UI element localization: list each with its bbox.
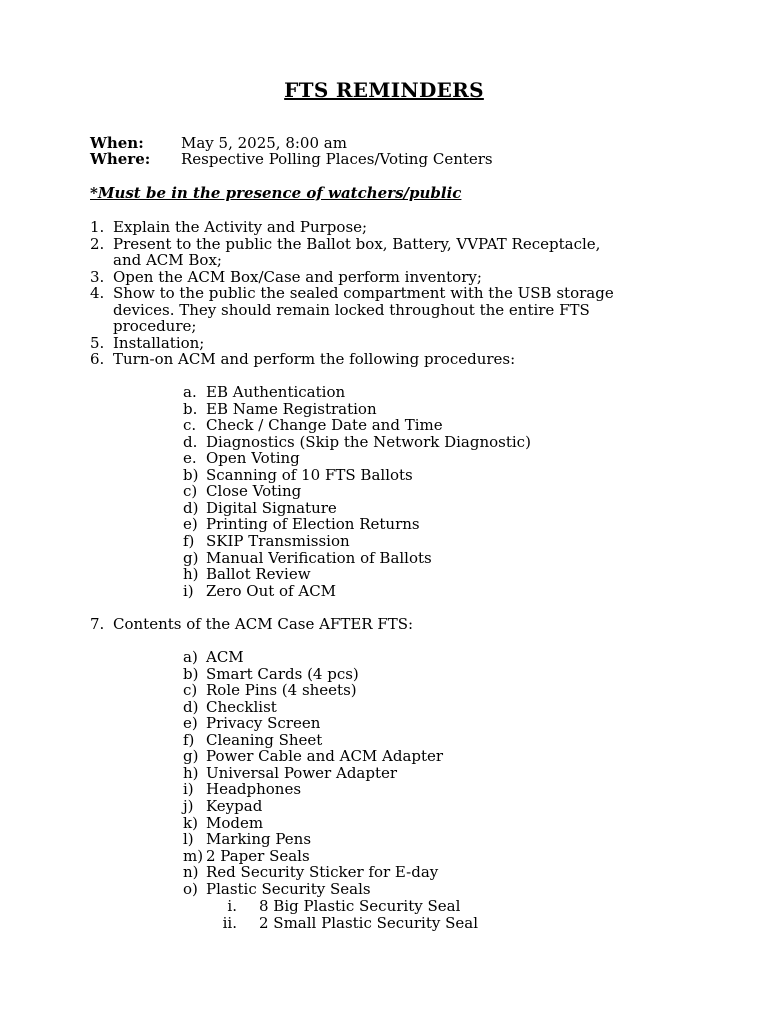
- list-text: Smart Cards (4 pcs): [206, 664, 359, 683]
- list-text: Power Cable and ACM Adapter: [206, 747, 444, 766]
- list-text: Plastic Security Seals: [206, 879, 371, 898]
- list-marker: c): [183, 482, 198, 501]
- list-text: and ACM Box;: [113, 251, 222, 270]
- list-text: Digital Signature: [206, 498, 337, 517]
- list-text: Manual Verification of Ballots: [206, 548, 432, 567]
- list-marker: d.: [183, 432, 198, 451]
- list-marker: d): [183, 498, 199, 517]
- list-marker: b): [183, 664, 199, 683]
- list-text: Installation;: [113, 333, 205, 352]
- list-text: Ballot Review: [206, 565, 311, 584]
- list-marker: 2.: [90, 234, 105, 253]
- list-text: Check / Change Date and Time: [206, 416, 443, 435]
- list-marker: d): [183, 697, 199, 716]
- list-marker: l): [183, 830, 194, 849]
- list-text: Headphones: [206, 780, 302, 799]
- list-marker: g): [183, 747, 199, 766]
- list-text: 2 Paper Seals: [206, 846, 310, 865]
- list-text: SKIP Transmission: [206, 531, 350, 550]
- list-marker: i): [183, 581, 194, 600]
- list-text: EB Authentication: [206, 383, 346, 401]
- list-text: Explain the Activity and Purpose;: [113, 218, 368, 236]
- list-marker: h): [183, 565, 199, 584]
- list-text: Privacy Screen: [206, 714, 321, 733]
- list-text: Red Security Sticker for E-day: [206, 863, 439, 882]
- list-text: devices. They should remain locked throughout the entire FTS: [113, 300, 590, 319]
- list-text: 8 Big Plastic Security Seal: [259, 897, 461, 915]
- list-marker: i.: [227, 897, 237, 915]
- list-text: Close Voting: [206, 482, 302, 501]
- where-value: Respective Polling Places/Voting Centers: [181, 150, 493, 168]
- list-text: Zero Out of ACM: [206, 581, 337, 600]
- list-text: Show to the public the sealed compartment with the USB storage: [113, 284, 614, 303]
- list-text: Keypad: [206, 796, 263, 815]
- when-value: May 5, 2025, 8:00 am: [181, 134, 347, 152]
- list-text: Present to the public the Ballot box, Battery, VVPAT Receptacle,: [113, 234, 601, 253]
- list-text: 2 Small Plastic Security Seal: [259, 913, 478, 932]
- list-marker: n): [183, 863, 199, 882]
- list-marker: o): [183, 879, 198, 898]
- list-marker: i): [183, 780, 194, 799]
- list-marker: c.: [183, 416, 197, 435]
- list-marker: 3.: [90, 267, 105, 286]
- list-marker: b.: [183, 399, 198, 418]
- list-text: EB Name Registration: [206, 399, 377, 418]
- list-text: Modem: [206, 813, 264, 832]
- document-title: FTS REMINDERS: [284, 78, 484, 102]
- list-marker: h): [183, 763, 199, 782]
- list-marker: a.: [183, 383, 197, 401]
- list-marker: 5.: [90, 333, 105, 352]
- list-text: Contents of the ACM Case AFTER FTS:: [113, 615, 414, 633]
- list-marker: 6.: [90, 350, 105, 369]
- list-marker: a): [183, 648, 198, 666]
- where-label: Where:: [90, 150, 151, 168]
- list-text: Scanning of 10 FTS Ballots: [206, 465, 413, 484]
- list-marker: f): [183, 531, 195, 550]
- list-marker: e.: [183, 449, 197, 468]
- list-marker: 7.: [90, 615, 105, 633]
- list-marker: e): [183, 515, 198, 534]
- list-text: ACM: [206, 648, 244, 666]
- list-marker: 4.: [90, 284, 105, 303]
- list-text: procedure;: [113, 317, 197, 336]
- list-text: Cleaning Sheet: [206, 730, 323, 749]
- list-text: Universal Power Adapter: [206, 763, 398, 782]
- list-text: Printing of Election Returns: [206, 515, 420, 534]
- list-text: Role Pins (4 sheets): [206, 681, 357, 700]
- list-marker: j): [183, 796, 194, 815]
- list-marker: c): [183, 681, 198, 700]
- list-text: Marking Pens: [206, 830, 312, 849]
- list-marker: e): [183, 714, 198, 733]
- list-marker: g): [183, 548, 199, 567]
- when-label: When:: [90, 134, 144, 152]
- list-marker: ii.: [222, 913, 237, 932]
- list-text: Open the ACM Box/Case and perform inventory;: [113, 267, 482, 286]
- list-marker: 1.: [90, 218, 105, 236]
- presence-notice: *Must be in the presence of watchers/public: [90, 184, 462, 202]
- list-text: Turn-on ACM and perform the following procedures:: [113, 350, 516, 369]
- list-marker: k): [183, 813, 198, 832]
- list-text: Checklist: [206, 697, 277, 716]
- list-marker: m): [183, 846, 204, 865]
- list-text: Diagnostics (Skip the Network Diagnostic): [206, 432, 531, 451]
- list-text: Open Voting: [206, 449, 300, 468]
- list-marker: b): [183, 465, 199, 484]
- list-marker: f): [183, 730, 195, 749]
